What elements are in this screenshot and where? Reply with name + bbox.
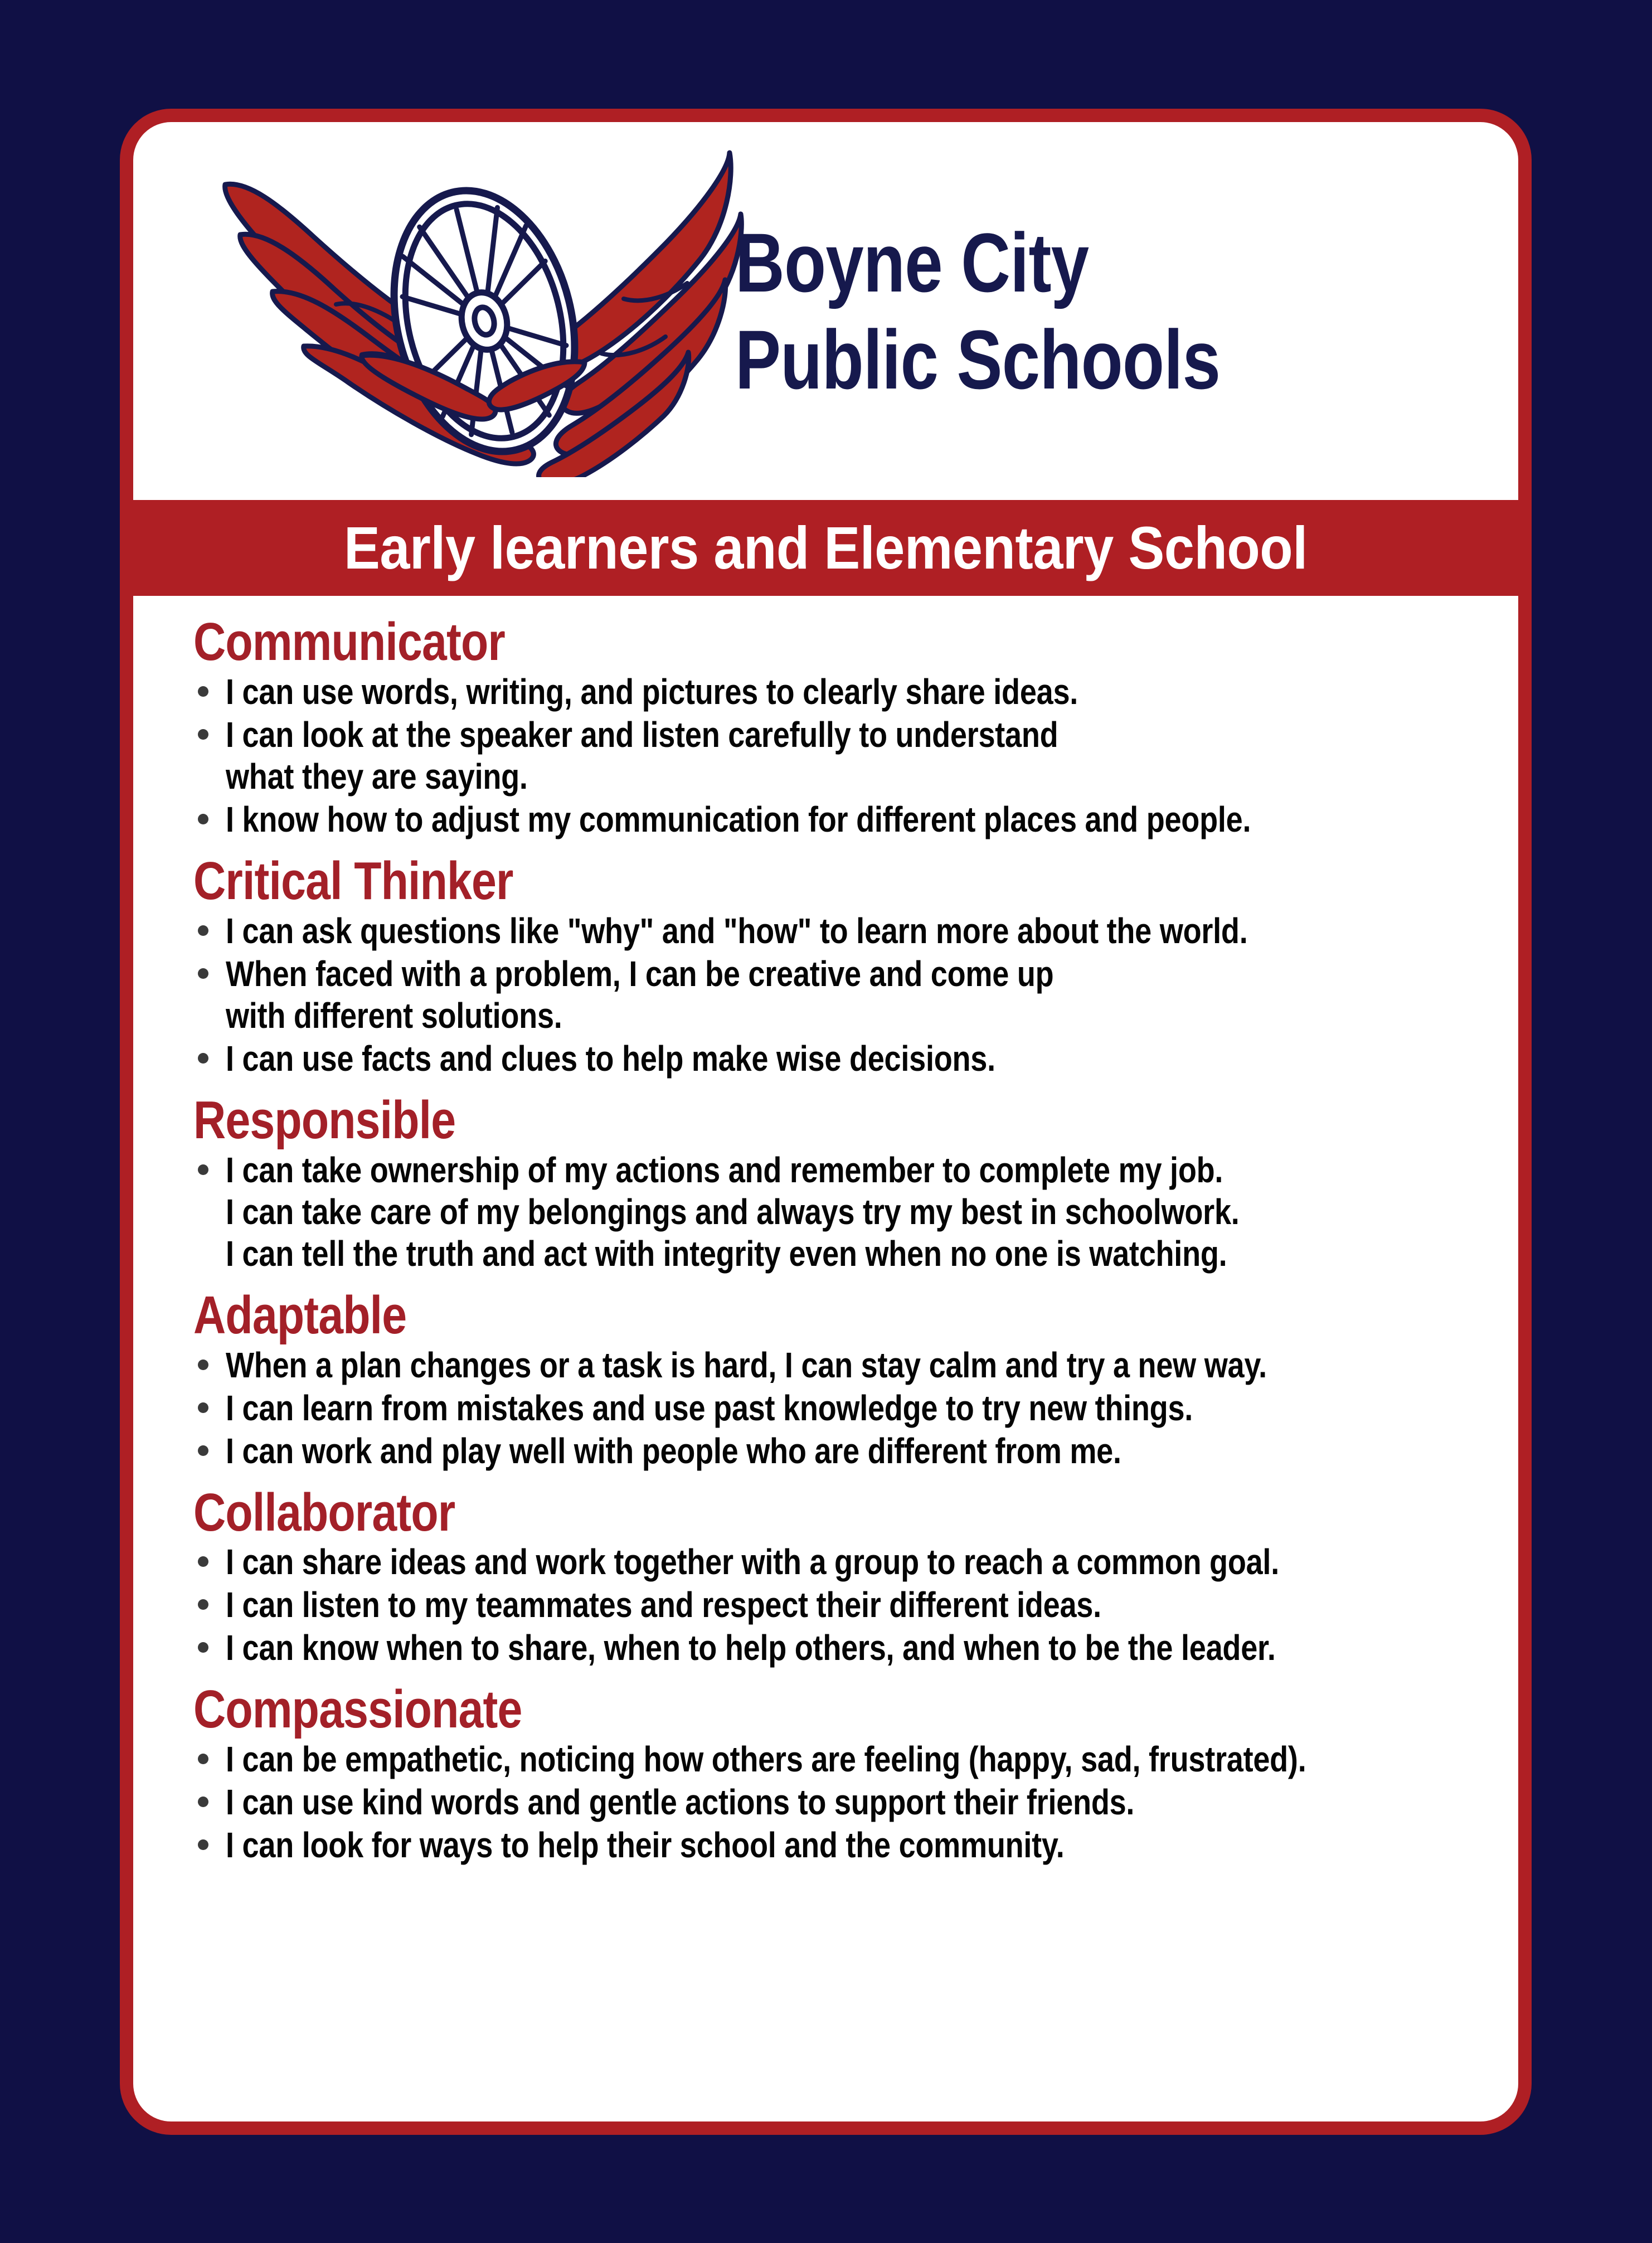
bullet-text-line: I can know when to share, when to help others, and when to be the leader. bbox=[226, 1628, 1276, 1668]
bullet-item bbox=[193, 1344, 1485, 1386]
bullet-item bbox=[193, 1739, 1485, 1780]
bullet-dot-icon bbox=[198, 1556, 208, 1567]
bullet-text-line: I know how to adjust my communication for different places and people. bbox=[226, 799, 1251, 839]
competency-section bbox=[193, 1679, 1485, 1866]
bullet-item bbox=[193, 1430, 1485, 1472]
bullet-list bbox=[193, 1541, 1485, 1669]
bullet-text-line: I can be empathetic, noticing how others are feeling (happy, sad, frustrated). bbox=[226, 1739, 1306, 1780]
bullet-dot-icon bbox=[198, 968, 208, 979]
bullet-text bbox=[226, 953, 1290, 1037]
school-name-line-2: Public Schools bbox=[735, 313, 1221, 406]
section-title: Communicator bbox=[193, 612, 505, 672]
bullet-dot-icon bbox=[198, 1839, 208, 1850]
sections-container bbox=[133, 596, 1518, 1866]
section-title: Collaborator bbox=[193, 1482, 455, 1542]
bullet-item bbox=[193, 1541, 1485, 1583]
bullet-text bbox=[226, 1824, 1290, 1866]
bullet-list bbox=[193, 1739, 1485, 1866]
bullet-dot-icon bbox=[198, 1797, 208, 1807]
bullet-text-line: I can tell the truth and act with integrity even when no one is watching. bbox=[226, 1233, 1227, 1274]
bullet-item bbox=[193, 714, 1485, 798]
bullet-text bbox=[226, 714, 1290, 798]
bullet-item bbox=[193, 799, 1485, 841]
bullet-item bbox=[193, 1584, 1485, 1626]
bullet-dot-icon bbox=[198, 1360, 208, 1370]
section-title: Compassionate bbox=[193, 1679, 522, 1740]
bullet-text bbox=[226, 1739, 1306, 1780]
bullet-dot-icon bbox=[198, 925, 208, 936]
bullet-text bbox=[226, 1584, 1290, 1626]
bullet-text-line: what they are saying. bbox=[226, 756, 528, 797]
bullet-list bbox=[193, 1149, 1485, 1275]
bullet-dot-icon bbox=[198, 814, 208, 824]
bullet-text bbox=[226, 1781, 1290, 1823]
bullet-text-line: I can use kind words and gentle actions to support their friends. bbox=[226, 1782, 1135, 1823]
bullet-item bbox=[193, 671, 1485, 713]
bullet-dot-icon bbox=[198, 1402, 208, 1413]
bullet-text bbox=[226, 1387, 1290, 1429]
competency-section bbox=[193, 851, 1485, 1080]
bullet-text-line: I can use facts and clues to help make wise decisions. bbox=[226, 1038, 995, 1079]
bullet-text-line: I can share ideas and work together with a group to reach a common goal. bbox=[226, 1542, 1279, 1582]
competency-section bbox=[193, 1090, 1485, 1275]
bullet-text-line: with different solutions. bbox=[226, 995, 562, 1036]
bullet-text bbox=[226, 1627, 1290, 1669]
poster-card bbox=[120, 109, 1532, 2135]
bullet-text-line: I can listen to my teammates and respect their different ideas. bbox=[226, 1585, 1101, 1625]
bullet-item bbox=[193, 1781, 1485, 1823]
bullet-text bbox=[226, 1344, 1290, 1386]
bullet-item bbox=[193, 1824, 1485, 1866]
bullet-text bbox=[226, 1541, 1290, 1583]
bullet-text bbox=[226, 1038, 1290, 1080]
poster-header bbox=[133, 122, 1518, 500]
bullet-dot-icon bbox=[198, 686, 208, 697]
competency-section bbox=[193, 1482, 1485, 1669]
bullet-list bbox=[193, 1344, 1485, 1472]
bullet-dot-icon bbox=[198, 1754, 208, 1764]
bullet-list bbox=[193, 671, 1485, 841]
bullet-text-line: When a plan changes or a task is hard, I can stay calm and try a new way. bbox=[226, 1344, 1267, 1385]
bullet-text bbox=[226, 1430, 1290, 1472]
bullet-text-line: I can learn from mistakes and use past knowledge to try new things. bbox=[226, 1387, 1193, 1428]
bullet-dot-icon bbox=[198, 729, 208, 740]
bullet-item bbox=[193, 1387, 1485, 1429]
bullet-text bbox=[226, 671, 1290, 713]
competency-section bbox=[193, 1285, 1485, 1472]
bullet-text-line: I can use words, writing, and pictures to clearly share ideas. bbox=[226, 671, 1078, 712]
bullet-dot-icon bbox=[198, 1642, 208, 1653]
bullet-text-line: When faced with a problem, I can be creative and come up bbox=[226, 953, 1054, 994]
bullet-text-line: I can look for ways to help their school and the community. bbox=[226, 1825, 1065, 1866]
bullet-dot-icon bbox=[198, 1445, 208, 1456]
bullet-item bbox=[193, 953, 1485, 1037]
bullet-text-line: I can look at the speaker and listen carefully to understand bbox=[226, 714, 1058, 755]
bullet-item bbox=[193, 1627, 1485, 1669]
bullet-text bbox=[226, 799, 1290, 841]
bullet-dot-icon bbox=[198, 1599, 208, 1610]
section-title: Critical Thinker bbox=[193, 851, 513, 911]
bullet-item bbox=[193, 910, 1485, 952]
bullet-item bbox=[193, 1149, 1485, 1275]
subtitle-banner-text: Early learners and Elementary School bbox=[344, 514, 1308, 581]
bullet-text bbox=[226, 1149, 1290, 1275]
bullet-dot-icon bbox=[198, 1164, 208, 1175]
bullet-item bbox=[193, 1038, 1485, 1080]
school-name-line-1: Boyne City bbox=[735, 216, 1089, 309]
section-title: Responsible bbox=[193, 1090, 456, 1150]
subtitle-banner bbox=[133, 500, 1518, 596]
bullet-text-line: I can take care of my belongings and always try my best in schoolwork. bbox=[226, 1191, 1240, 1232]
bullet-text bbox=[226, 910, 1290, 952]
bullet-list bbox=[193, 910, 1485, 1080]
bullet-text-line: I can ask questions like "why" and "how" to learn more about the world. bbox=[226, 910, 1248, 951]
bullet-text-line: I can work and play well with people who are different from me. bbox=[226, 1430, 1121, 1471]
school-name bbox=[735, 214, 1377, 408]
section-title: Adaptable bbox=[193, 1285, 407, 1345]
winged-wheel-logo bbox=[195, 137, 752, 477]
bullet-text-line: I can take ownership of my actions and remember to complete my job. bbox=[226, 1149, 1223, 1190]
competency-section bbox=[193, 612, 1485, 841]
bullet-dot-icon bbox=[198, 1053, 208, 1064]
